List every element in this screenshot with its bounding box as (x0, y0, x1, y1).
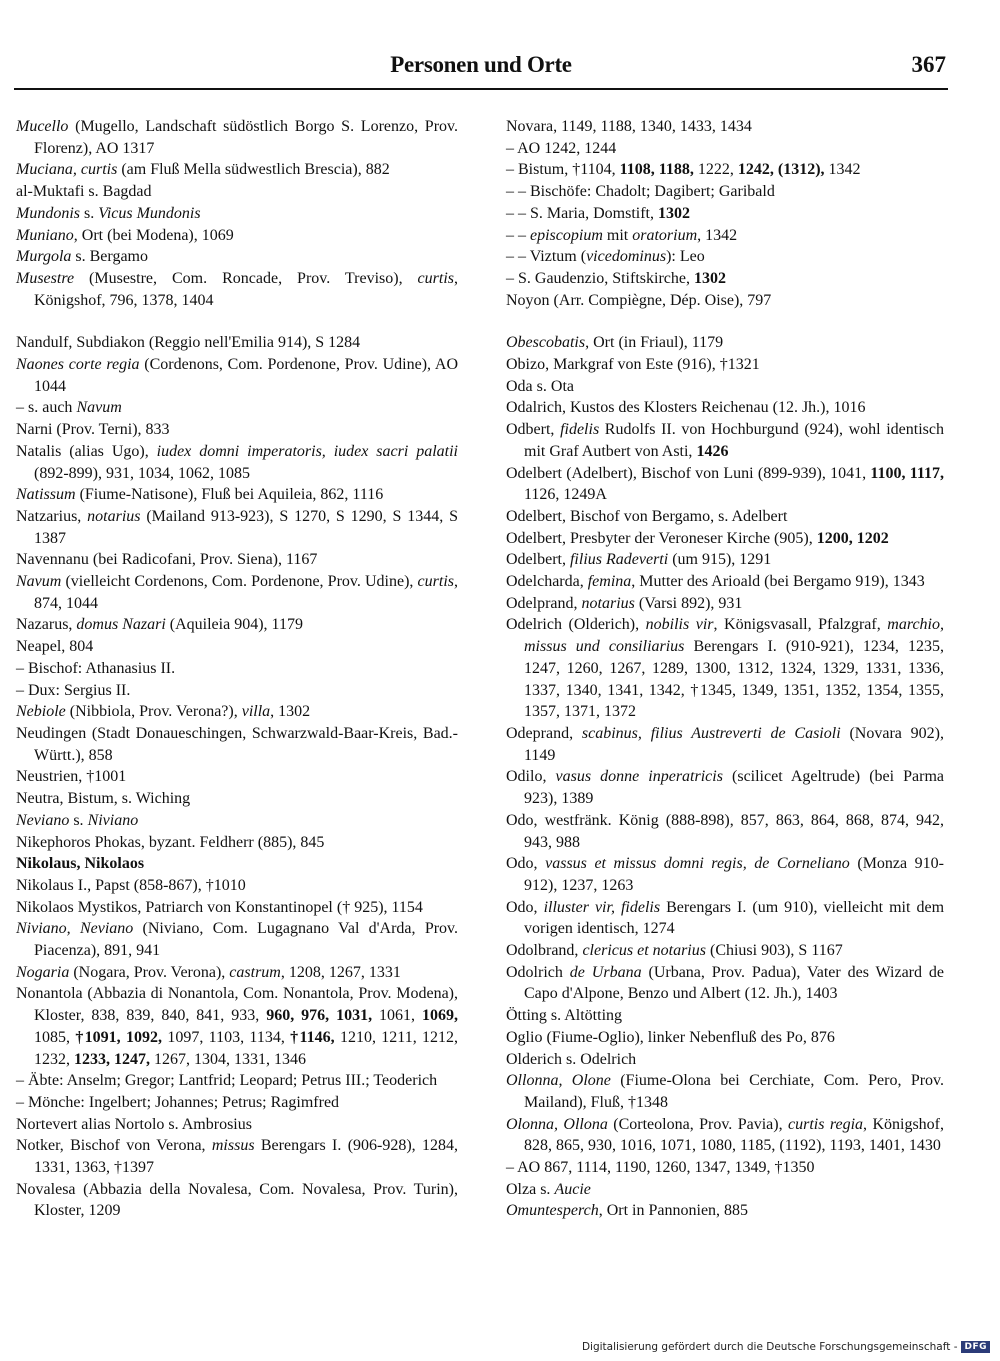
index-entry: – S. Gaudenzio, Stiftskirche, 1302 (506, 269, 726, 287)
index-entry: Odbert, fidelis Rudolfs II. von Hochburgund (924), wohl identisch mit Graf Autbert von Asti, 1426 (506, 421, 944, 460)
index-entry: – AO 867, 1114, 1190, 1260, 1347, 1349, †1350 (506, 1159, 815, 1177)
index-entry: Nortevert alias Nortolo s. Ambrosius (16, 1115, 252, 1133)
page-title: Personen und Orte (390, 52, 572, 77)
index-entry: Mucello (Mugello, Landschaft südöstlich Borgo S. Lorenzo, Prov. Florenz), AO 1317 (16, 118, 458, 157)
index-entry: Odolbrand, clericus et notarius (Chiusi 903), S 1167 (506, 942, 843, 960)
dfg-logo: DFG (961, 1341, 990, 1353)
index-entry: Odo, illuster vir, fidelis Berengars I. (um 910), vielleicht mit dem vorigen identisch, 1274 (506, 898, 945, 938)
index-entry: al-Muktafi s. Bagdad (16, 183, 152, 201)
footer-credit: Digitalisierung gefördert durch die Deutsche Forschungsgemeinschaft - (581, 1341, 958, 1353)
index-entry: Neustrien, †1001 (16, 768, 127, 786)
index-entry: Nazarus, domus Nazari (Aquileia 904), 1179 (16, 616, 303, 634)
index-entry: Naones corte regia (Cordenons, Com. Pordenone, Prov. Udine), AO 1044 (16, 356, 458, 395)
index-entry: Nikephoros Phokas, byzant. Feldherr (885), 845 (16, 833, 325, 851)
index-entry: Niviano, Neviano (Niviano, Com. Lugagnano Val d'Arda, Prov. Piacenza), 891, 941 (16, 920, 459, 960)
index-entry: Odelbert, filius Radeverti (um 915), 1291 (506, 551, 772, 569)
index-entry: Notker, Bischof von Verona, missus Berengars I. (906-928), 1284, 1331, 1363, †1397 (16, 1137, 458, 1177)
index-entry: Murgola s. Bergamo (16, 248, 148, 266)
index-entry: – AO 1242, 1244 (506, 139, 617, 157)
index-entry: Navum (vielleicht Cordenons, Com. Pordenone, Prov. Udine), curtis, 874, 1044 (16, 573, 458, 612)
index-entry: Oda s. Ota (506, 377, 574, 395)
index-entry: Ötting s. Altötting (506, 1007, 623, 1025)
index-entry: Odilo, vasus donne inperatricis (scilicet Ageltrude) (bei Parma 923), 1389 (506, 768, 944, 808)
index-entry: Odelcharda, femina, Mutter des Arioald (bei Bergamo 919), 1343 (506, 573, 925, 591)
index-entry: – – S. Maria, Domstift, 1302 (506, 204, 690, 222)
index-entry: Ollonna, Olone (Fiume-Olona bei Cerchiate, Com. Pero, Prov. Mailand), Fluß, †1348 (506, 1072, 945, 1111)
index-entry: Odeprand, scabinus, filius Austreverti de Casioli (Novara 902), 1149 (506, 724, 944, 764)
index-entry: – – episcopium mit oratorium, 1342 (506, 226, 738, 244)
index-entry: Natalis (alias Ugo), iudex domni imperatoris, iudex sacri palatii (892-899), 931, 1034, 1062, 1085 (16, 442, 458, 482)
index-entry: Narni (Prov. Terni), 833 (16, 421, 170, 439)
index-entry: Navennanu (bei Radicofani, Prov. Siena), 1167 (16, 551, 318, 569)
index-entry: Odelrich (Olderich), nobilis vir, Königsvasall, Pfalzgraf, marchio, missus und consiliarius Berengars I. (910-921), 1234, 1235, 1247, 1260, 1267, 1289, 1300, 1312, 1324, 1329, 1331, 1336, 1337, 1340, 1341, 1342, †1345, 1349, 1351, 1352, 1354, 1355, 1357, 1371, 1372 (506, 616, 945, 721)
index-entry: Nandulf, Subdiakon (Reggio nell'Emilia 914), S 1284 (16, 334, 361, 352)
index-entry: – Bischof: Athanasius II. (16, 659, 176, 677)
index-entry: Mundonis s. Vicus Mundonis (16, 204, 201, 222)
index-entry: Olonna, Ollona (Corteolona, Prov. Pavia), curtis regia, Königshof, 828, 865, 930, 1016, 1071, 1080, 1185, (1192), 1193, 1401, 1430 (506, 1115, 945, 1155)
index-entry: – – Viztum (vicedominus): Leo (506, 248, 705, 266)
index-entry: Obescobatis, Ort (in Friaul), 1179 (506, 334, 724, 352)
index-entry: Oglio (Fiume-Oglio), linker Nebenfluß des Po, 876 (506, 1028, 835, 1046)
index-entry: – Mönche: Ingelbert; Johannes; Petrus; Ragimfred (16, 1093, 340, 1111)
index-entry: Nebiole (Nibbiola, Prov. Verona?), villa, 1302 (16, 703, 311, 721)
index-entry: Novalesa (Abbazia della Novalesa, Com. Novalesa, Prov. Turin), Kloster, 1209 (16, 1180, 458, 1220)
index-entry: Odalrich, Kustos des Klosters Reichenau (12. Jh.), 1016 (506, 399, 866, 417)
page-header (14, 48, 948, 90)
index-entry: Nogaria (Nogara, Prov. Verona), castrum, 1208, 1267, 1331 (16, 963, 401, 981)
index-entry: Odelbert, Bischof von Bergamo, s. Adelbert (506, 507, 788, 525)
index-entry: Nikolaus I., Papst (858-867), †1010 (16, 876, 246, 894)
index-entry: Nikolaus, Nikolaos (16, 855, 145, 873)
index-entry: Odo, vassus et missus domni regis, de Corneliano (Monza 910-912), 1237, 1263 (506, 855, 944, 894)
index-entry: Neviano s. Niviano (16, 811, 139, 829)
index-entry: Omuntesperch, Ort in Pannonien, 885 (506, 1202, 749, 1220)
index-entry: Odelbert, Presbyter der Veroneser Kirche (905), 1200, 1202 (506, 529, 889, 547)
index-entry: Odolrich de Urbana (Urbana, Prov. Padua), Vater des Wizard de Capo d'Alpone, Benzo und Albert (12. Jh.), 1403 (506, 963, 944, 1003)
page-number: 367 (911, 52, 946, 77)
index-entry: Odelbert (Adelbert), Bischof von Luni (899-939), 1041, 1100, 1117, 1126, 1249A (506, 464, 944, 504)
index-entry: Natissum (Fiume-Natisone), Fluß bei Aquileia, 862, 1116 (16, 486, 384, 504)
index-entry: Muciana, curtis (am Fluß Mella südwestlich Brescia), 882 (16, 161, 390, 179)
index-entry: Natzarius, notarius (Mailand 913-923), S 1270, S 1290, S 1344, S 1387 (16, 507, 458, 547)
index-entry: – – Bischöfe: Chadolt; Dagibert; Garibald (506, 183, 775, 201)
index-entry: Neudingen (Stadt Donaueschingen, Schwarzwald-Baar-Kreis, Bad.-Württ.), 858 (16, 724, 458, 764)
index-entry: Odelprand, notarius (Varsi 892), 931 (506, 594, 743, 612)
index-entry: Novara, 1149, 1188, 1340, 1433, 1434 (506, 118, 752, 135)
index-entry: Noyon (Arr. Compiègne, Dép. Oise), 797 (506, 291, 772, 309)
index-entry: Odo, westfränk. König (888-898), 857, 863, 864, 868, 874, 942, 943, 988 (506, 811, 944, 851)
index-entry: Nonantola (Abbazia di Nonantola, Com. Nonantola, Prov. Modena), Kloster, 838, 839, 840, 841, 933, 960, 976, 1031, 1061, 1069, 1085, †1091, 1092, 1097, 1103, 1134, †1146, 1210, 1211, 1212, 1232, 1233, 1247, 1267, 1304, 1331, 1346 (16, 985, 459, 1068)
index-entry: Neutra, Bistum, s. Wiching (16, 790, 191, 808)
footer (582, 1341, 990, 1353)
index-entry: Neapel, 804 (16, 638, 94, 656)
index-entry: Muniano, Ort (bei Modena), 1069 (16, 226, 234, 244)
index-entry: Olderich s. Odelrich (506, 1050, 637, 1068)
index-column-right (506, 116, 944, 1222)
index-entry: Olza s. Aucie (506, 1180, 591, 1198)
index-entry: – Bistum, †1104, 1108, 1188, 1222, 1242, (1312), 1342 (506, 161, 861, 179)
index-entry: – s. auch Navum (16, 399, 122, 417)
index-entry: – Dux: Sergius II. (16, 681, 131, 699)
index-entry: Obizo, Markgraf von Este (916), †1321 (506, 356, 760, 374)
index-column-left (16, 116, 458, 1222)
index-entry: Musestre (Musestre, Com. Roncade, Prov. Treviso), curtis, Königshof, 796, 1378, 1404 (16, 269, 458, 309)
index-entry: Nikolaos Mystikos, Patriarch von Konstantinopel († 925), 1154 (16, 898, 423, 916)
index-entry: – Äbte: Anselm; Gregor; Lantfrid; Leopard; Petrus III.; Teoderich (16, 1072, 438, 1090)
